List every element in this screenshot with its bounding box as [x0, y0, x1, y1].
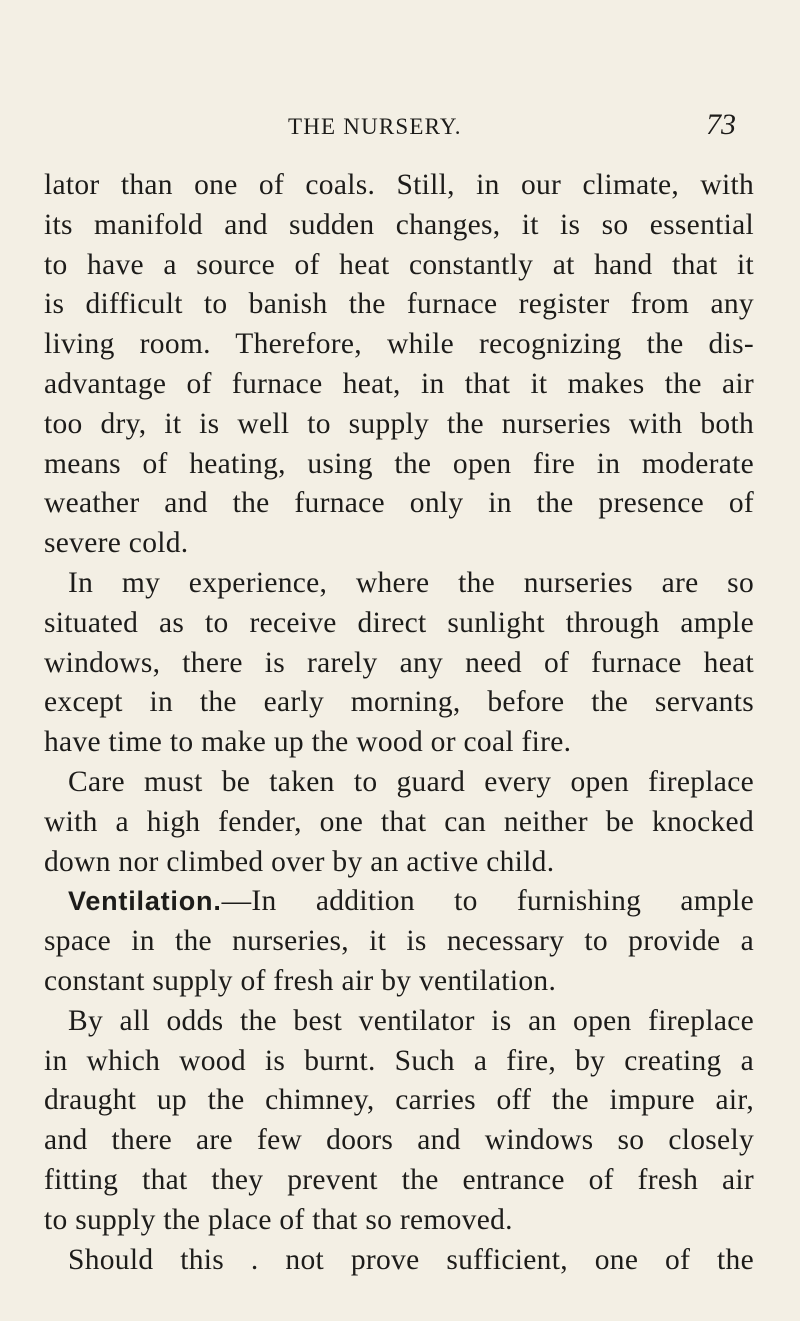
text-line: windows, there is rarely any need of furnace heat [44, 646, 754, 679]
page-number: 73 [706, 108, 736, 141]
section-heading: Ventilation. [68, 886, 222, 917]
text-line: down nor climbed over by an active child. [44, 845, 555, 878]
text-line: with a high fender, one that can neither be knocked [44, 805, 754, 838]
page-header [0, 108, 800, 148]
text-line: severe cold. [44, 527, 189, 560]
text-line: to have a source of heat constantly at hand that it [44, 248, 754, 281]
body-text [44, 166, 754, 1280]
text-line: fitting that they prevent the entrance of fresh air [44, 1163, 754, 1196]
text-line: advantage of furnace heat, in that it makes the air [44, 367, 754, 400]
text-line: is difficult to banish the furnace register from any [44, 288, 754, 321]
text-line: weather and the furnace only in the presence of [44, 487, 754, 520]
text-line: In my experience, where the nurseries are so [68, 566, 754, 599]
text-line: space in the nurseries, it is necessary to provide a [44, 925, 754, 958]
text-line: Care must be taken to guard every open fireplace [68, 765, 754, 798]
text-line: situated as to receive direct sunlight through ample [44, 606, 754, 639]
text-line: and there are few doors and windows so closely [44, 1124, 754, 1157]
text-line: in which wood is burnt. Such a fire, by creating a [44, 1044, 754, 1077]
text-line: lator than one of coals. Still, in our climate, with [44, 169, 754, 201]
running-head: THE NURSERY. [288, 114, 462, 139]
text-line: have time to make up the wood or coal fire. [44, 726, 572, 759]
text-line: means of heating, using the open fire in moderate [44, 447, 754, 480]
text-line: too dry, it is well to supply the nurseries with both [44, 407, 754, 440]
text-line: draught up the chimney, carries off the impure air, [44, 1084, 754, 1117]
text-line: living room. Therefore, while recognizing the dis- [44, 328, 754, 361]
section-heading-line [44, 882, 754, 922]
text-line: —In addition to furnishing ample [221, 885, 754, 918]
text-line: except in the early morning, before the servants [44, 686, 754, 719]
text-line: By all odds the best ventilator is an open fireplace [68, 1004, 754, 1037]
text-line: to supply the place of that so removed. [44, 1203, 513, 1236]
text-line: its manifold and sudden changes, it is so essential [44, 208, 754, 241]
text-line: Should this . not prove sufficient, one of the [68, 1243, 754, 1276]
text-line: constant supply of fresh air by ventilation. [44, 964, 557, 997]
